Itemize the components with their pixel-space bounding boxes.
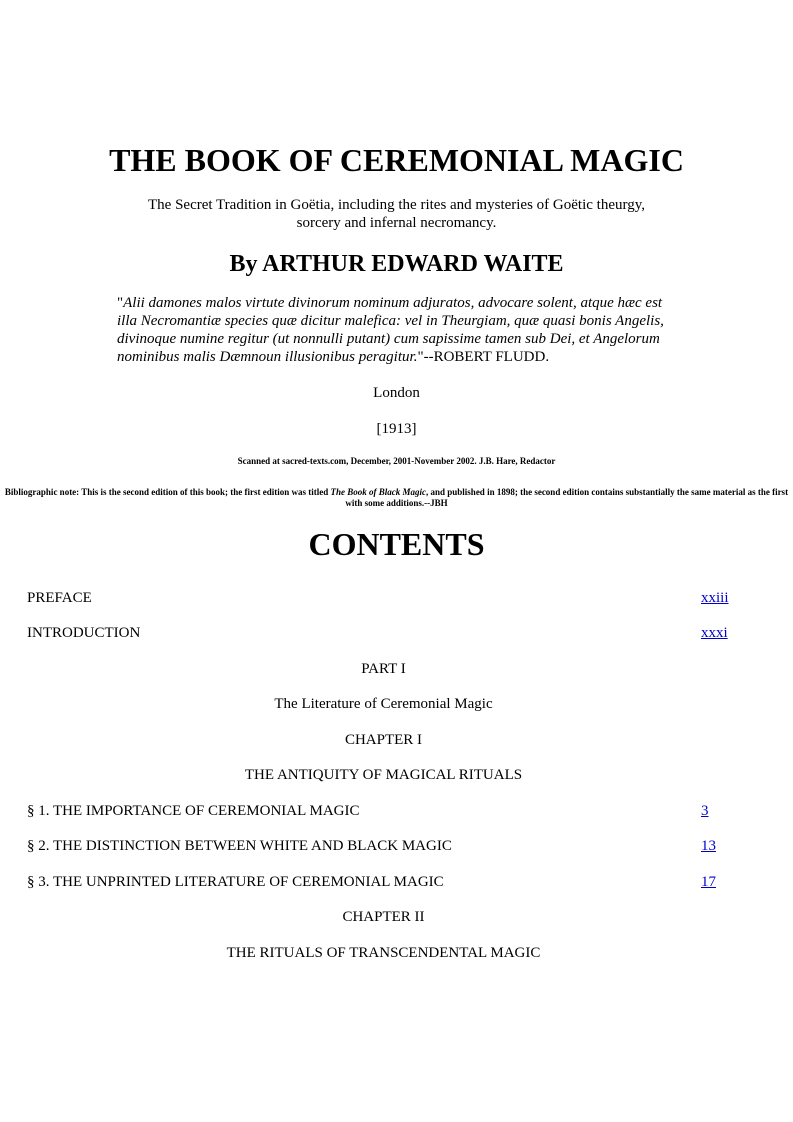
toc-entry-label: § 3. THE UNPRINTED LITERATURE OF CEREMONIAL MAGIC: [27, 874, 444, 890]
imprint-place: London: [373, 385, 420, 401]
toc-chapter-heading: [27, 907, 767, 927]
toc-entry-introduction: [27, 623, 767, 643]
toc-entry-label: § 2. THE DISTINCTION BETWEEN WHITE AND BLACK MAGIC: [27, 838, 452, 854]
chapter-label: CHAPTER I: [344, 732, 423, 748]
toc-part-heading: [27, 659, 767, 679]
toc-section-entry: [27, 801, 767, 821]
epigraph: [117, 294, 677, 366]
epigraph-attribution: "--ROBERT FLUDD.: [417, 349, 550, 365]
chapter-title: THE ANTIQUITY OF MAGICAL RITUALS: [244, 767, 523, 783]
toc-page-link[interactable]: xxiii: [701, 590, 729, 606]
toc-entry-label: § 1. THE IMPORTANCE OF CEREMONIAL MAGIC: [27, 803, 360, 819]
bibliographic-note: [0, 487, 793, 509]
toc-entry-label: PREFACE: [27, 590, 92, 606]
toc-part-title: [27, 694, 767, 714]
epigraph-latin-text: Alii damones malos virtute divinorum nominum adjuratos, advocare solent, atque hæc est illa Necromantiæ species quæ dicitur malefica: vel in Theurgiam, quæ quasi bonis Angelis, divinoque numine regitur (ut nonnulli putant) cum sapissime tamen sub Dei, et Angelorum nominibus malis Dæmnoun illusionibus peragitur.: [117, 295, 664, 365]
toc-chapter-heading: [27, 730, 767, 750]
toc-page-link[interactable]: xxxi: [701, 625, 728, 641]
part-label: PART I: [361, 661, 406, 677]
toc-chapter-title: [27, 943, 767, 963]
imprint-year: [1913]: [376, 421, 417, 437]
toc-entry-label: INTRODUCTION: [27, 625, 141, 641]
scan-credit: Scanned at sacred-texts.com, December, 2001-November 2002. J.B. Hare, Redactor: [237, 456, 556, 466]
toc-section-entry: [27, 836, 767, 856]
book-subtitle: The Secret Tradition in Goëtia, including the rites and mysteries of Goëtic theurgy, sorcery and infernal necromancy.: [148, 197, 645, 231]
book-author: By ARTHUR EDWARD WAITE: [229, 251, 564, 277]
epigraph-open-quote: ": [117, 295, 124, 311]
toc-page-link[interactable]: 17: [701, 874, 716, 890]
toc-entry-preface: [27, 588, 767, 608]
part-title: The Literature of Ceremonial Magic: [274, 696, 493, 712]
bib-note-prefix: Bibliographic note: This is the second edition of this book; the first edition was titled: [4, 487, 331, 497]
chapter-label: CHAPTER II: [342, 909, 425, 925]
bib-note-title: The Book of Black Magic: [330, 487, 427, 497]
bib-note-suffix: , and published in 1898; the second edition contains substantially the same material as the first with some additions.--JBH: [345, 487, 789, 508]
toc-chapter-title: [27, 765, 767, 785]
chapter-title: THE RITUALS OF TRANSCENDENTAL MAGIC: [226, 945, 541, 961]
toc-page-link[interactable]: 3: [701, 803, 709, 819]
toc-section-entry: [27, 872, 767, 892]
contents-heading: CONTENTS: [308, 526, 485, 562]
book-title: THE BOOK OF CEREMONIAL MAGIC: [109, 142, 684, 178]
toc-page-link[interactable]: 13: [701, 838, 716, 854]
